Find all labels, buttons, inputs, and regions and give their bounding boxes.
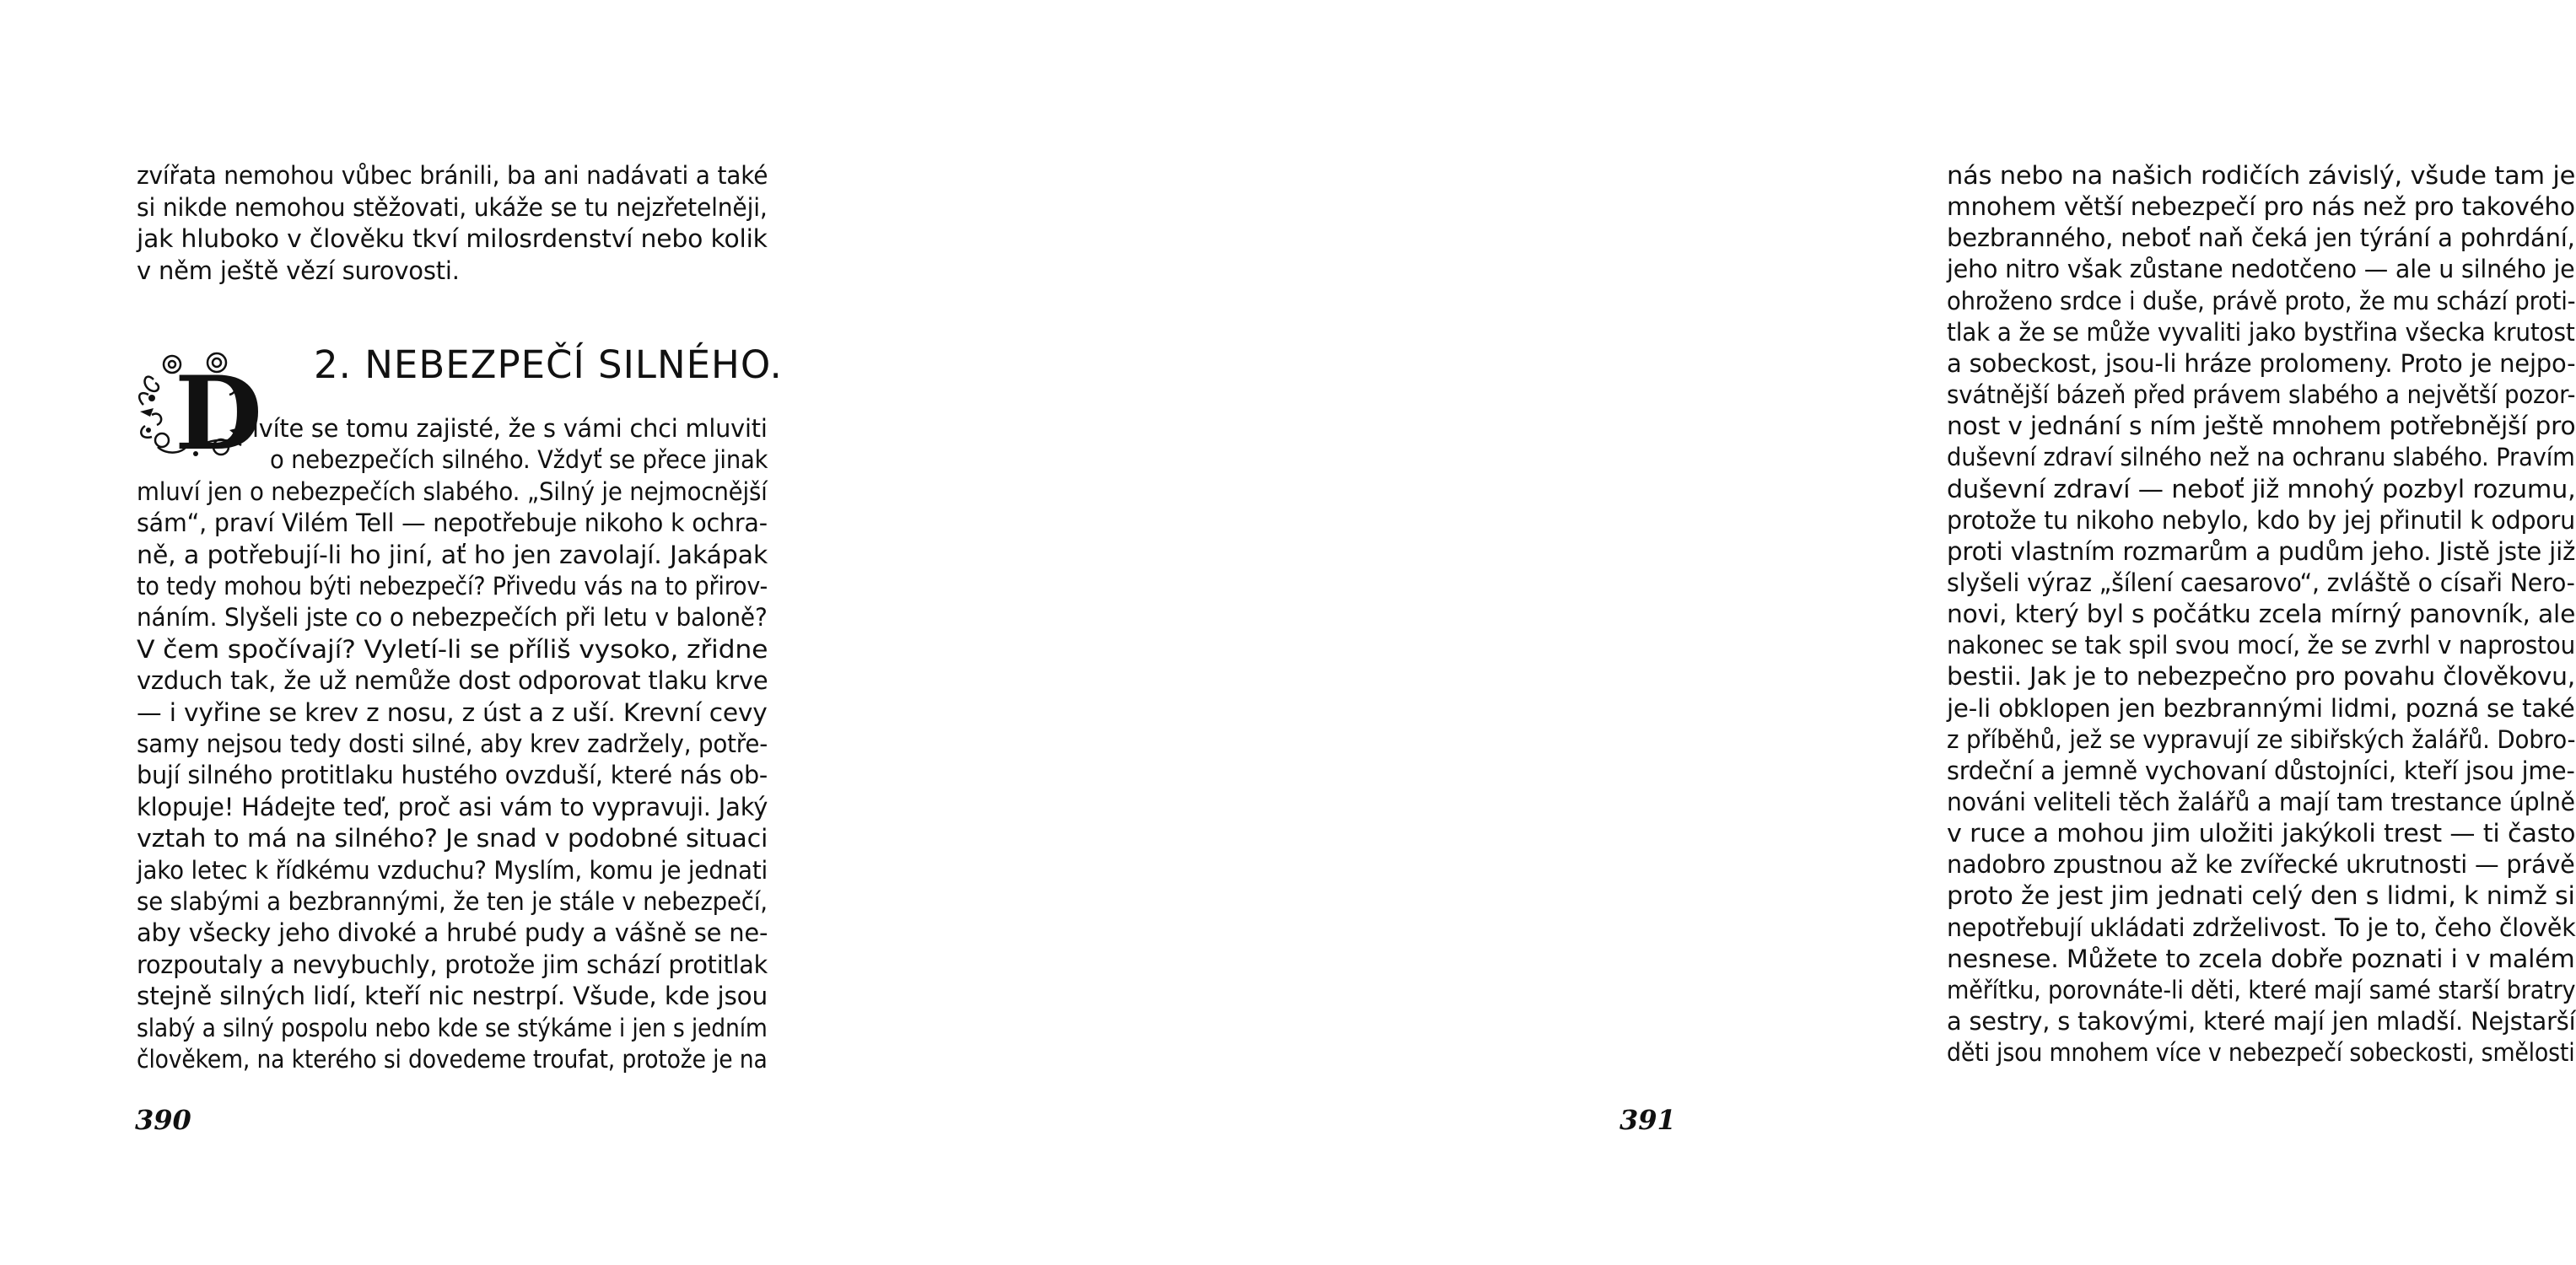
text-line: sám“, praví Vilém Tell — nepotřebuje nikoho k ochra-	[137, 509, 768, 538]
text-line: ně, a potřebují-li ho jiní, ať ho jen zavolají. Jakápak	[137, 540, 768, 569]
text-line: to tedy mohou býti nebezpečí? Přivedu vás na to přirov-	[137, 572, 768, 600]
right-page	[902, 0, 2576, 1265]
text-line: a sestry, s takovými, které mají jen mladší. Nejstarší	[1947, 1007, 2576, 1036]
text-line: si nikde nemohou stěžovati, ukáže se tu nejzřetelněji,	[137, 192, 768, 222]
text-line: novi, který byl s počátku zcela mírný panovník, ale	[1947, 600, 2576, 629]
text-line: náním. Slyšeli jste co o nebezpečích při letu v baloně?	[137, 603, 768, 632]
text-line: a sobeckost, jsou-li hráze prolomeny. Proto je nejpo-	[1947, 348, 2576, 378]
text-line: srdeční a jemně vychovaní důstojníci, kteří jsou jme-	[1947, 756, 2575, 785]
text-line: ivíte se tomu zajisté, že s vámi chci mluviti	[252, 414, 768, 443]
text-line: duševní zdraví silného než na ochranu slabého. Pravím	[1947, 443, 2575, 472]
text-line: duševní zdraví — neboť již mnohý pozbyl rozumu,	[1947, 474, 2576, 503]
text-line: nepotřebují ukládati zdrželivost. To je to, čeho člověk	[1947, 912, 2576, 942]
text-line: slabý a silný pospolu nebo kde se stýkáme i jen s jedním	[137, 1013, 768, 1042]
ornamental-drop-cap	[137, 346, 263, 473]
drop-cap-letter: D	[175, 354, 263, 473]
text-line: aby všecky jeho divoké a hrubé pudy a vášně se ne-	[137, 918, 768, 948]
text-line: svátnější bázeň před právem slabého a největší pozor-	[1947, 380, 2576, 410]
text-line: v ruce a mohou jim uložiti jakýkoli trest — ti často	[1947, 819, 2576, 848]
text-line: nás nebo na našich rodičích závislý, všude tam je	[1947, 161, 2576, 190]
text-line: klopuje! Hádejte teď, proč asi vám to vypravuji. Jaký	[137, 792, 768, 821]
text-line: měřítku, porovnáte-li děti, které mají samé starší bratry	[1947, 975, 2576, 1004]
text-line: se slabými a bezbrannými, že ten je stále v nebezpečí,	[137, 887, 768, 916]
text-line: v něm ještě vězí surovosti.	[137, 256, 460, 285]
text-line: rozpoutaly a nevybuchly, protože jim schází protitlak	[137, 950, 768, 979]
text-line: vztah to má na silného? Je snad v podobné situaci	[137, 824, 768, 853]
text-line: člověkem, na kterého si dovedeme troufat, protože je na	[137, 1045, 768, 1074]
text-line: o nebezpečích silného. Vždyť se přece jinak	[270, 445, 768, 475]
text-line: mnohem větší nebezpečí pro nás než pro takového	[1947, 192, 2575, 222]
text-line: slyšeli výraz „šílení caesarovo“, zvláště o císaři Nero-	[1947, 568, 2575, 597]
page-number: 391	[1619, 1104, 1676, 1136]
text-line: — i vyřine se krev z nosu, z úst a z uší. Krevní cevy	[137, 697, 768, 727]
text-line: děti jsou mnohem více v nebezpečí sobeckosti, smělosti	[1947, 1038, 2575, 1068]
text-line: proto že jest jim jednati celý den s lidmi, k nimž si	[1947, 881, 2575, 911]
text-line: stejně silných lidí, kteří nic nestrpí. Všude, kde jsou	[137, 982, 768, 1011]
text-line: nost v jednání s ním ještě mnohem potřebnější pro	[1947, 412, 2576, 441]
text-line: z příběhů, jež se vypravují ze sibiřských žalářů. Dobro-	[1947, 724, 2576, 754]
text-line: jak hluboko v člověku tkví milosrdenství nebo kolik	[137, 224, 768, 253]
text-line: samy nejsou tedy dosti silné, aby krev zadržely, potře-	[137, 729, 768, 758]
section-title: 2. NEBEZPEČÍ SILNÉHO.	[314, 342, 783, 387]
text-line: protože tu nikoho nebylo, kdo by jej přinutil k odporu	[1947, 505, 2575, 535]
page-number: 390	[135, 1104, 191, 1136]
text-line: je-li obklopen jen bezbrannými lidmi, pozná se také	[1947, 693, 2575, 723]
text-line: tlak a že se může vyvaliti jako bystřina všecka krutost	[1947, 317, 2575, 347]
text-line: jako letec k řídkému vzduchu? Myslím, komu je jednati	[137, 855, 768, 885]
text-line: V čem spočívají? Vyletí-li se příliš vysoko, zřidne	[137, 634, 768, 664]
text-line: jeho nitro však zůstane nedotčeno — ale u silného je	[1947, 255, 2575, 284]
text-line: zvířata nemohou vůbec bránili, ba ani nadávati a také	[137, 161, 768, 190]
text-line: bují silného protitlaku hustého ovzduší, které nás ob-	[137, 761, 768, 790]
text-line: bezbranného, neboť naň čeká jen týrání a pohrdání,	[1947, 223, 2575, 253]
text-line: ohroženo srdce i duše, právě proto, že mu schází proti-	[1947, 286, 2576, 315]
text-line: nadobro zpustnou až ke zvířecké ukrutnosti — právě	[1947, 850, 2575, 880]
text-line: bestii. Jak je to nebezpečno pro povahu člověkovu,	[1947, 662, 2576, 692]
text-line: vzduch tak, že už nemůže dost odporovat tlaku krve	[137, 666, 768, 696]
text-line: proti vlastním rozmarům a pudům jeho. Jistě jste již	[1947, 536, 2576, 566]
text-line: nesnese. Můžete to zcela dobře poznati i v malém	[1947, 944, 2575, 973]
text-line: nakonec se tak spil svou mocí, že se zvrhl v naprostou	[1947, 631, 2575, 660]
text-line: mluví jen o nebezpečích slabého. „Silný je nejmocnější	[137, 476, 768, 506]
left-page	[0, 0, 902, 1265]
text-line: nováni veliteli těch žalářů a mají tam trestance úplně	[1947, 788, 2575, 816]
